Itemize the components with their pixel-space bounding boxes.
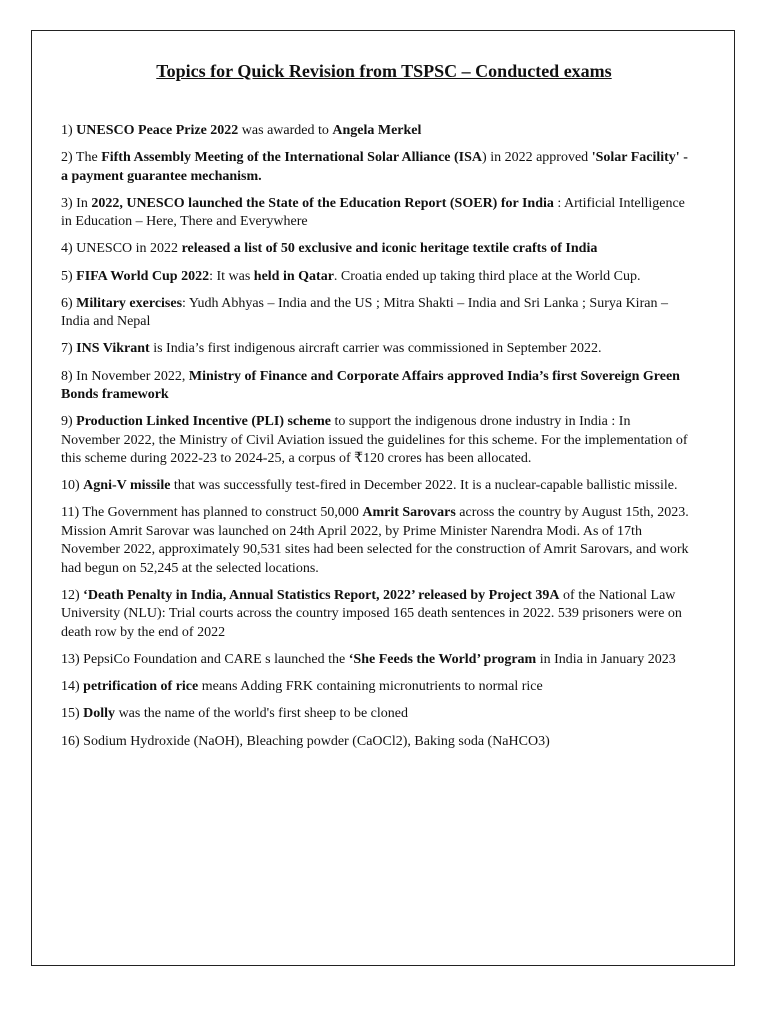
list-item — [61, 705, 691, 723]
bold-text: Angela Merkel — [332, 123, 422, 138]
bold-text: 2022, UNESCO launched the State of the Education Report (SOER) for India — [91, 195, 554, 211]
text-run: 14) — [61, 679, 84, 695]
list-item — [61, 678, 691, 696]
bold-text: 'Solar Facility' - a payment guarantee mechanism. — [61, 150, 688, 184]
text-run: was the name of the world's first sheep to be cloned — [115, 706, 409, 722]
list-item — [61, 477, 691, 495]
bold-text: Military exercises — [76, 295, 183, 311]
text-run: was awarded to — [238, 123, 333, 138]
list-item — [61, 268, 691, 286]
bold-text: Ministry of Finance and Corporate Affairs approved India’s first Sovereign Green Bonds framework — [61, 368, 680, 403]
list-item — [61, 295, 691, 332]
bold-text: petrification of rice — [83, 679, 199, 695]
bold-text: held in Qatar — [253, 268, 334, 284]
text-run: to support the indigenous drone industry in India : In November 2022, the Ministry of Civil Aviation issued the guidelines for this scheme. For the implementation of this scheme during 2022-23 to 2024-25, a corpus of ₹120 crores has been allocated. — [61, 414, 688, 467]
list-item — [61, 122, 691, 140]
list-item — [61, 413, 691, 468]
list-item — [61, 504, 691, 578]
topic-list — [61, 122, 691, 760]
bold-text: Dolly — [83, 706, 116, 722]
text-run: 7) — [61, 341, 77, 357]
text-run: 13) PepsiCo Foundation and CARE s launched the — [61, 651, 349, 667]
bold-text: ‘Death Penalty in India, Annual Statistics Report, 2022’ released by Project 39A — [83, 587, 560, 603]
text-run: : Artificial Intelligence in Education – Here, There and Everywhere — [61, 195, 685, 230]
text-run: is India’s first indigenous aircraft carrier was commissioned in September 2022. — [149, 341, 602, 357]
document-title: Topics for Quick Revision from TSPSC – Conducted exams — [156, 61, 612, 81]
bold-text: Amrit Sarovars — [362, 505, 456, 521]
text-run: 10) — [61, 478, 84, 494]
bold-text: ‘She Feeds the World’ program — [348, 651, 537, 667]
text-run: 4) UNESCO in 2022 — [61, 241, 182, 257]
list-item — [61, 149, 691, 186]
bold-text: UNESCO Peace Prize 2022 — [76, 123, 239, 138]
text-run: : It was — [209, 268, 254, 284]
text-run: in India in January 2023 — [536, 651, 676, 667]
text-run: that was successfully test-fired in December 2022. It is a nuclear-capable ballistic missile. — [170, 478, 678, 494]
text-run: ) in 2022 approved — [482, 150, 592, 166]
text-run: means Adding FRK containing micronutrients to normal rice — [198, 679, 543, 695]
text-run: 12) — [61, 587, 84, 603]
text-run: 3) In — [61, 195, 92, 211]
list-item — [61, 651, 691, 669]
bold-text: INS Vikrant — [76, 341, 150, 357]
list-item — [61, 340, 691, 358]
text-run: 16) Sodium Hydroxide (NaOH), Bleaching powder (CaOCl2), Baking soda (NaHCO3) — [61, 733, 550, 749]
text-run: 6) — [61, 295, 77, 311]
text-run: . Croatia ended up taking third place at the World Cup. — [333, 268, 641, 284]
bold-text: Production Linked Incentive (PLI) scheme — [76, 414, 332, 430]
text-run: of the National Law University (NLU): Trial courts across the country imposed 165 death sentences in 2022. 539 prisoners were on death row by the end of 2022 — [61, 587, 682, 640]
list-item — [61, 195, 691, 232]
text-run: 15) — [61, 706, 84, 722]
text-run: 11) The Government has planned to construct 50,000 — [61, 505, 363, 521]
text-run: 5) — [61, 268, 77, 284]
bold-text: Fifth Assembly Meeting of the International Solar Alliance (ISA — [101, 150, 483, 166]
bold-text: FIFA World Cup 2022 — [76, 268, 210, 284]
text-run: 1) — [61, 123, 77, 138]
list-item — [61, 587, 691, 642]
bold-text: released a list of 50 exclusive and iconic heritage textile crafts of India — [181, 241, 598, 257]
text-run: across the country by August 15th, 2023. Mission Amrit Sarovar was launched on 24th April 2022, by Prime Minister Narendra Modi. As of 17th November 2022, approximately 90,531 sites had been selected for the construction of Amrit Sarovars, and work had begun on 52,245 at the selected locations. — [61, 505, 689, 576]
list-item — [61, 733, 691, 751]
list-item — [61, 240, 691, 258]
text-run: 9) — [61, 414, 77, 430]
text-run: 8) In November 2022, — [61, 368, 189, 384]
bold-text: Agni-V missile — [83, 478, 171, 494]
list-item — [61, 368, 691, 405]
text-run: 2) The — [61, 150, 102, 166]
text-run: : Yudh Abhyas – India and the US ; Mitra Shakti – India and Sri Lanka ; Surya Kiran – India and Nepal — [61, 295, 668, 330]
